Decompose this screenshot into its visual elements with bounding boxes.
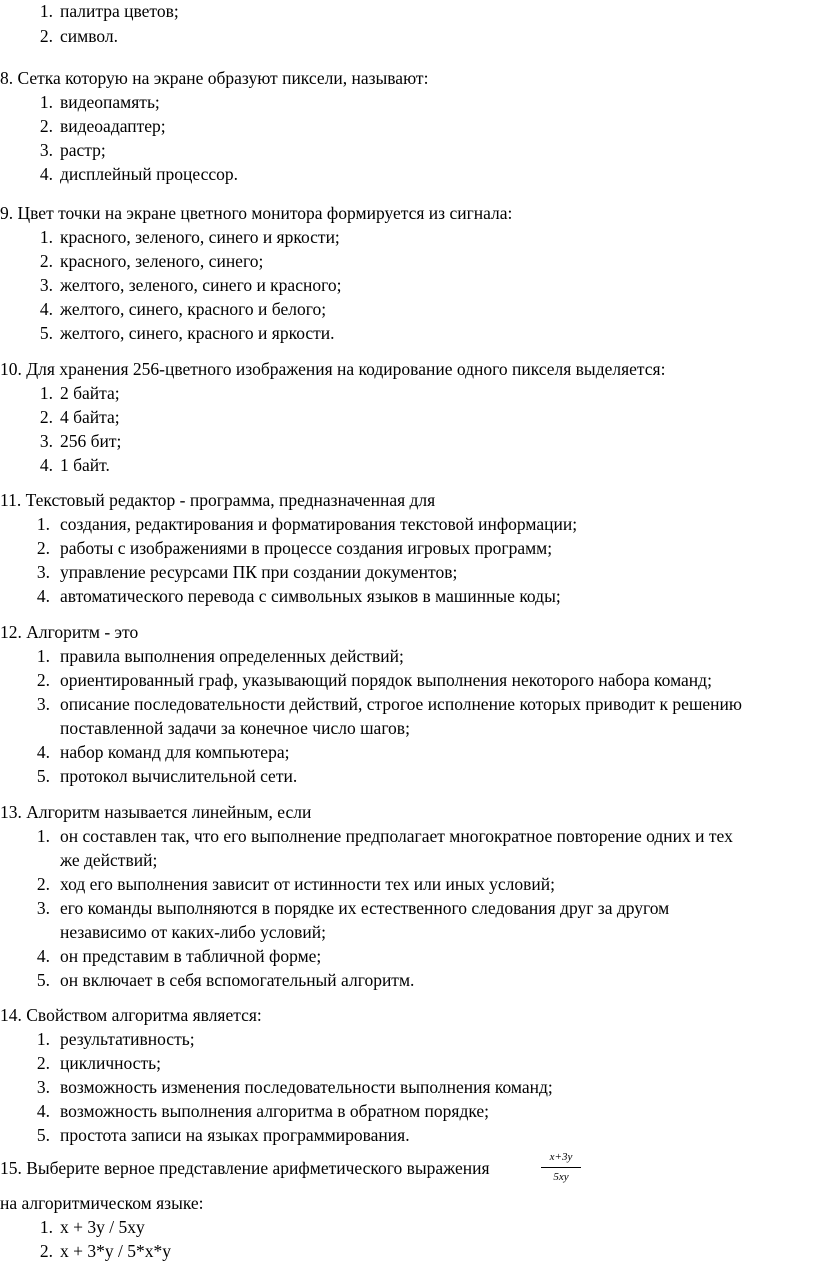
question-text: 9. Цвет точки на экране цветного монитора формируется из сигнала: — [0, 203, 513, 223]
list-item-text: желтого, зеленого, синего и красного; — [60, 275, 342, 295]
list-item-number: 1. — [39, 1217, 53, 1237]
list-item-continuation: поставленной задачи за конечное число шагов; — [60, 718, 410, 738]
list-item-text: описание последовательности действий, строгое исполнение которых приводит к решению — [60, 694, 742, 714]
list-item-number: 4. — [36, 1101, 50, 1121]
question-text: 10. Для хранения 256-цветного изображения на кодирование одного пикселя выделяется: — [0, 359, 666, 379]
list-item-number: 2. — [36, 670, 50, 690]
list-item-number: 3. — [36, 694, 50, 714]
list-item-text: его команды выполняются в порядке их естественного следования друг за другом — [60, 898, 670, 918]
list-item-number: 4. — [39, 299, 53, 319]
list-item-number: 5. — [39, 323, 53, 343]
question-text: 11. Текстовый редактор - программа, предназначенная для — [0, 490, 436, 510]
list-item-number: 5. — [36, 766, 50, 786]
question-text: 13. Алгоритм называется линейным, если — [0, 802, 312, 822]
list-item-text: x + 3y / 5xy — [60, 1217, 145, 1237]
list-item-number: 5. — [36, 1125, 50, 1145]
list-item-continuation: же действий; — [60, 850, 158, 870]
question-text: 14. Свойством алгоритма является: — [0, 1005, 262, 1025]
list-item-number: 1. — [36, 826, 50, 846]
list-item-number: 3. — [36, 898, 50, 918]
list-item-text: красного, зеленого, синего; — [60, 251, 264, 271]
list-item-number: 4. — [36, 742, 50, 762]
list-item-text: 256 бит; — [60, 431, 122, 451]
question-text: 15. Выберите верное представление арифметического выражения — [0, 1158, 490, 1178]
list-item-number: 2. — [39, 1241, 53, 1261]
list-item-text: он составлен так, что его выполнение предполагает многократное повторение одних и тех — [60, 826, 733, 846]
list-item-number: 1. — [39, 1, 53, 21]
list-item-text: желтого, синего, красного и яркости. — [60, 323, 335, 343]
list-item-text: цикличность; — [60, 1053, 161, 1073]
list-item-text: видеоадаптер; — [60, 116, 166, 136]
fraction-bar — [541, 1167, 581, 1168]
list-item-text: видеопамять; — [60, 92, 160, 112]
list-item-text: он представим в табличной форме; — [60, 946, 322, 966]
list-item-text: простота записи на языках программирования. — [60, 1125, 410, 1145]
list-item-number: 2. — [36, 874, 50, 894]
list-item-number: 1. — [39, 92, 53, 112]
list-item-text: автоматического перевода с символьных языков в машинные коды; — [60, 586, 561, 606]
question-text: 12. Алгоритм - это — [0, 622, 139, 642]
list-item-number: 2. — [39, 26, 53, 46]
list-item-text: 4 байта; — [60, 407, 120, 427]
list-item-number: 1. — [36, 646, 50, 666]
list-item-number: 5. — [36, 970, 50, 990]
list-item-text: желтого, синего, красного и белого; — [60, 299, 327, 319]
list-item-text: правила выполнения определенных действий; — [60, 646, 404, 666]
list-item-text: 2 байта; — [60, 383, 120, 403]
list-item-number: 2. — [39, 407, 53, 427]
list-item-text: возможность выполнения алгоритма в обратном порядке; — [60, 1101, 490, 1121]
list-item-text: ориентированный граф, указывающий порядок выполнения некоторого набора команд; — [60, 670, 712, 690]
list-item-number: 4. — [36, 586, 50, 606]
list-item-number: 4. — [39, 164, 53, 184]
list-item-number: 1. — [36, 1029, 50, 1049]
fraction-denominator: 5xy — [553, 1171, 569, 1183]
list-item-text: дисплейный процессор. — [60, 164, 238, 184]
fraction-numerator: x+3y — [549, 1151, 573, 1163]
list-item-text: 1 байт. — [60, 455, 110, 475]
formula-fraction — [538, 1150, 584, 1186]
list-item-number: 3. — [39, 140, 53, 160]
list-item-number: 3. — [36, 562, 50, 582]
list-item-text: результативность; — [60, 1029, 195, 1049]
list-item-number: 1. — [39, 383, 53, 403]
question-text-continuation: на алгоритмическом языке: — [0, 1193, 204, 1213]
list-item-number: 3. — [39, 431, 53, 451]
list-item-number: 2. — [36, 538, 50, 558]
list-item-text: набор команд для компьютера; — [60, 742, 290, 762]
list-item-text: он включает в себя вспомогательный алгоритм. — [60, 970, 415, 990]
list-item-text: возможность изменения последовательности выполнения команд; — [60, 1077, 553, 1097]
list-item-number: 3. — [36, 1077, 50, 1097]
list-item-text: символ. — [60, 26, 118, 46]
list-item-number: 2. — [36, 1053, 50, 1073]
list-item-text: красного, зеленого, синего и яркости; — [60, 227, 340, 247]
list-item-number: 1. — [36, 514, 50, 534]
list-item-number: 2. — [39, 251, 53, 271]
list-item-number: 1. — [39, 227, 53, 247]
question-text: 8. Сетка которую на экране образуют пиксели, называют: — [0, 68, 429, 88]
list-item-text: управление ресурсами ПК при создании документов; — [60, 562, 458, 582]
list-item-continuation: независимо от каких-либо условий; — [60, 922, 326, 942]
list-item-text: x + 3*y / 5*x*y — [60, 1241, 171, 1261]
list-item-text: ход его выполнения зависит от истинности тех или иных условий; — [60, 874, 556, 894]
list-item-number: 4. — [36, 946, 50, 966]
list-item-number: 4. — [39, 455, 53, 475]
list-item-text: палитра цветов; — [60, 1, 179, 21]
list-item-text: растр; — [60, 140, 106, 160]
list-item-number: 3. — [39, 275, 53, 295]
list-item-text: создания, редактирования и форматирования текстовой информации; — [60, 514, 578, 534]
list-item-text: протокол вычислительной сети. — [60, 766, 298, 786]
list-item-number: 2. — [39, 116, 53, 136]
list-item-text: работы с изображениями в процессе создания игровых программ; — [60, 538, 553, 558]
